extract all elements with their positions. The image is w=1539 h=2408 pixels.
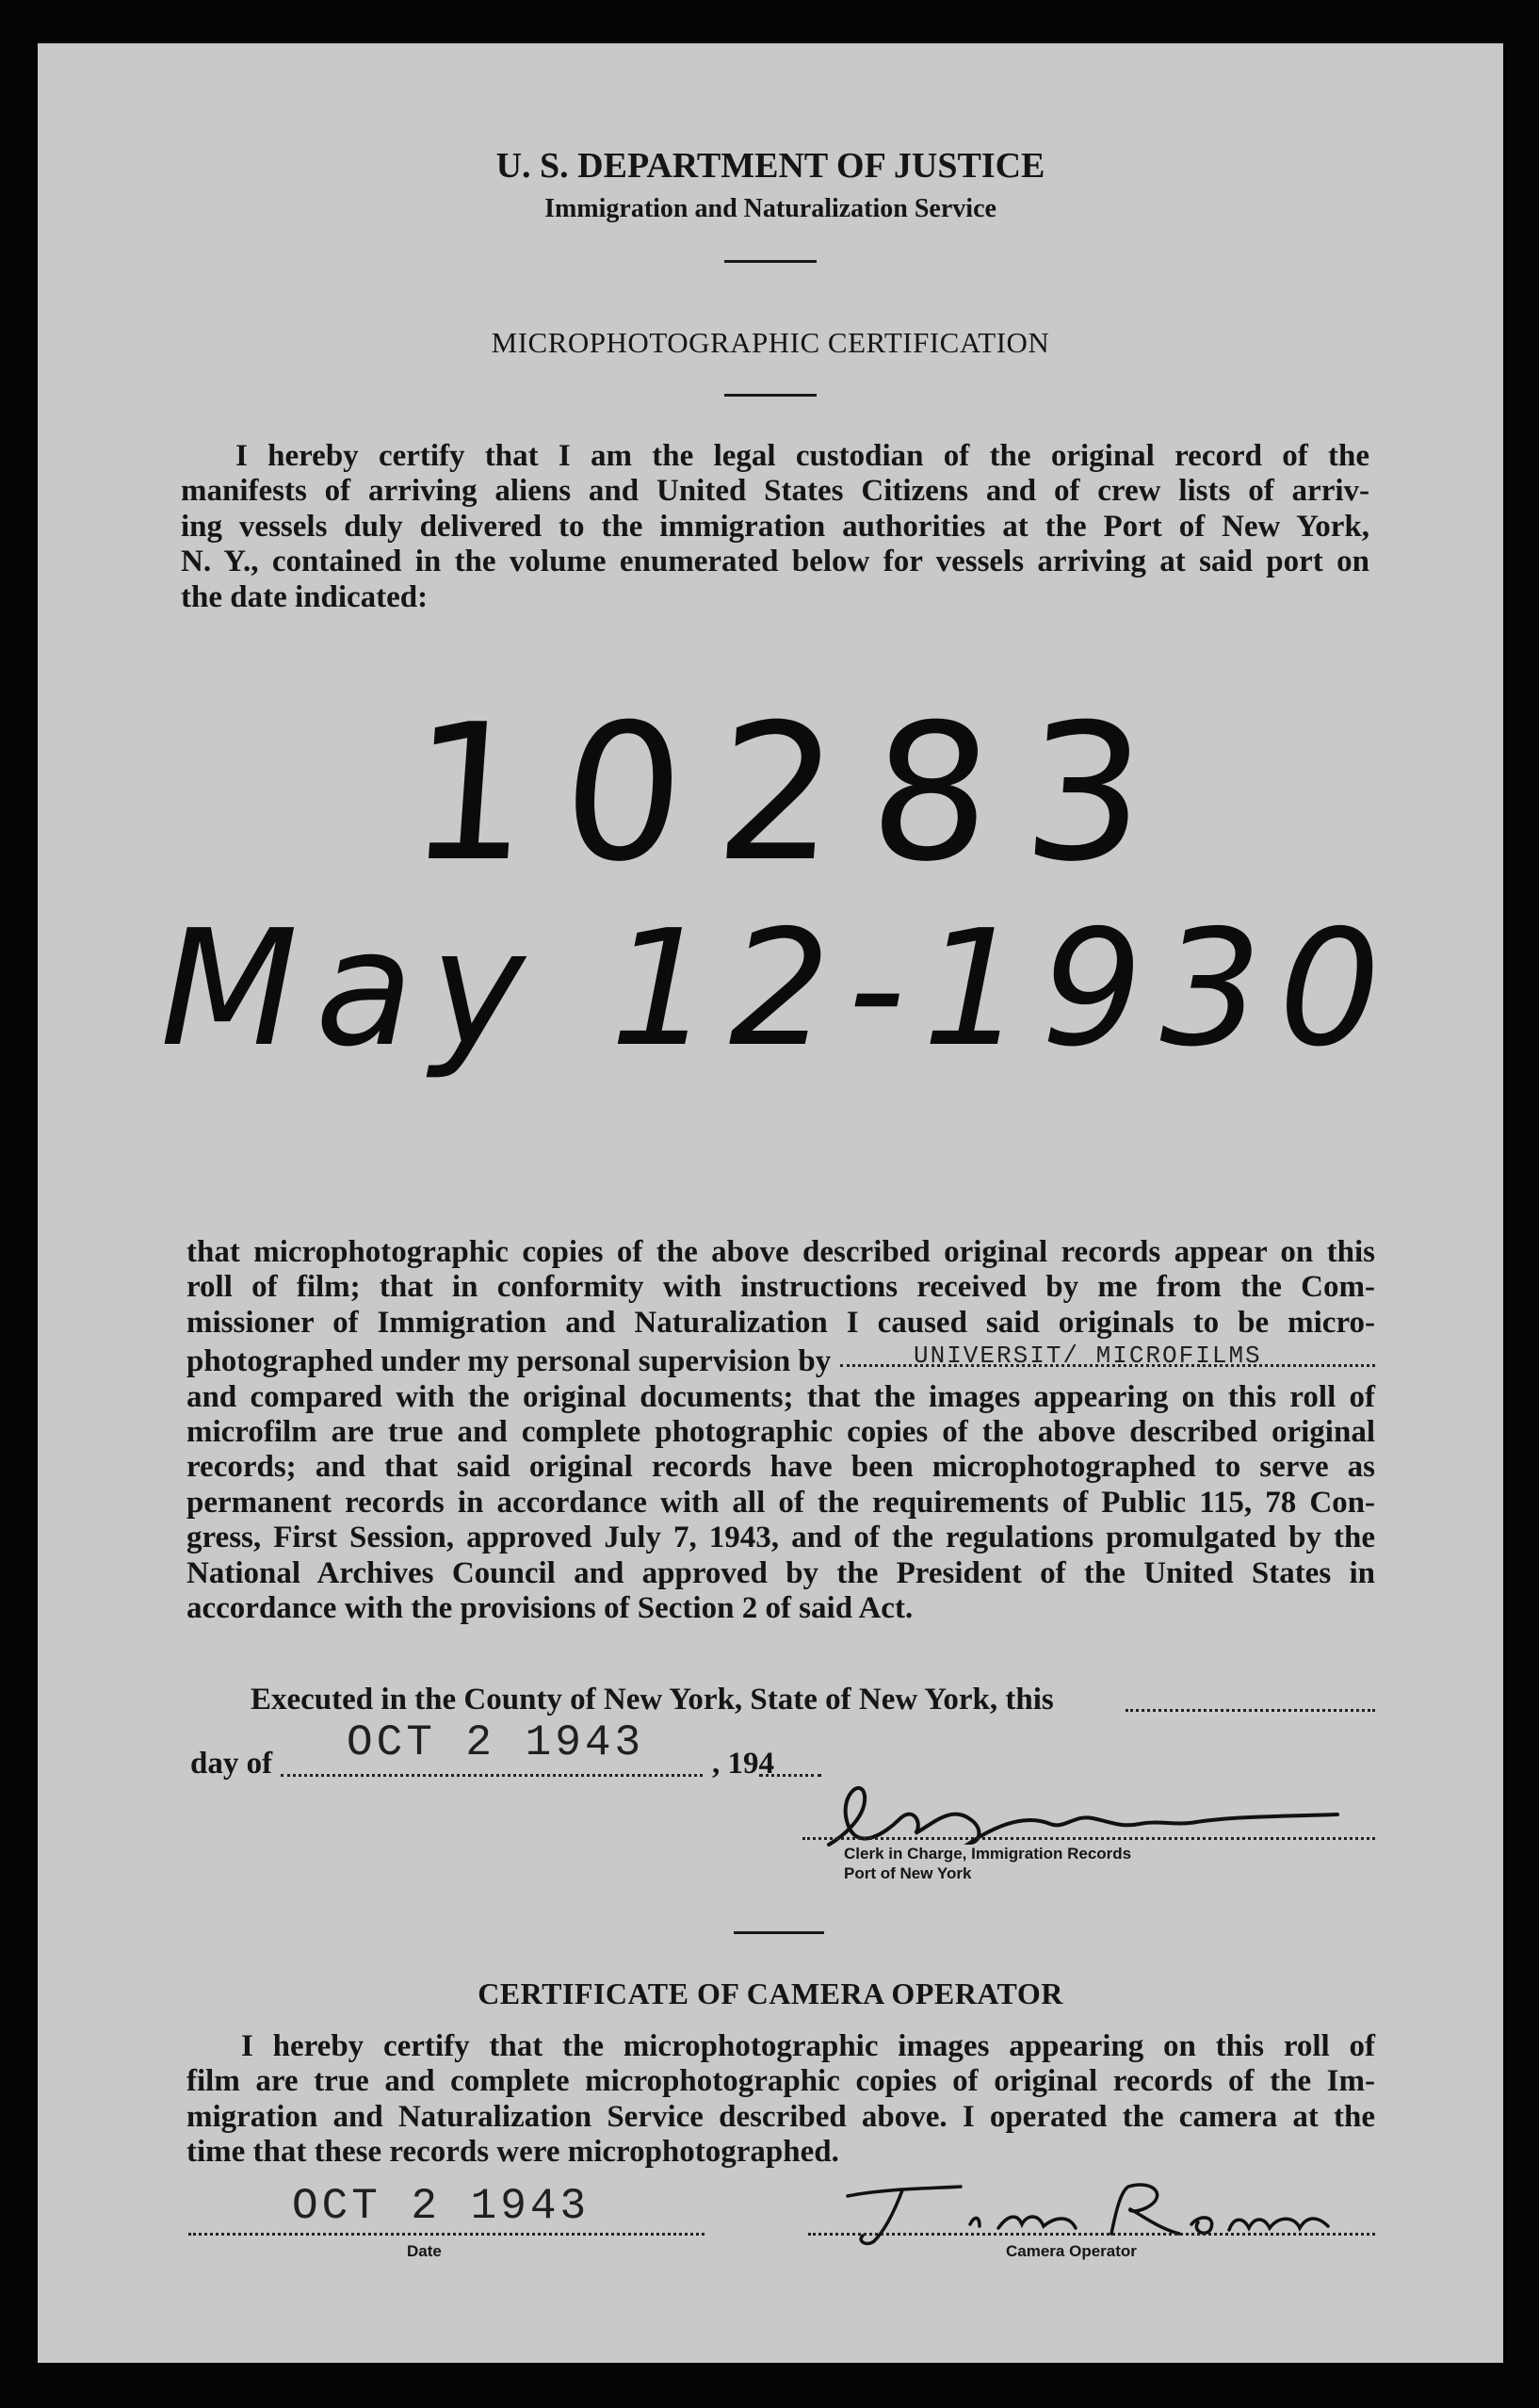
text-line: gress, First Session, approved July 7, 1943, and of the regulations promulgated by the xyxy=(186,1521,1375,1555)
executed-line: Executed in the County of New York, State of New York, this xyxy=(251,1683,1054,1717)
text-line: microfilm are true and complete photographic copies of the above described original xyxy=(186,1415,1375,1450)
executed-dotted-line xyxy=(1126,1709,1375,1712)
divider xyxy=(734,1931,824,1934)
camera-operator-label: Camera Operator xyxy=(1006,2242,1137,2260)
date-label: Date xyxy=(407,2242,442,2260)
date-dotted-line xyxy=(188,2233,705,2236)
divider xyxy=(724,394,817,397)
text-line: time that these records were microphotographed. xyxy=(186,2135,839,2170)
day-of-label: day of xyxy=(190,1747,273,1781)
text-line: that microphotographic copies of the above described original records appear on this xyxy=(186,1235,1375,1269)
clerk-title: Clerk in Charge, Immigration Records xyxy=(844,1845,1132,1863)
year-prefix: , 194 xyxy=(712,1747,774,1781)
text-line: roll of film; that in conformity with instructions received by me from the Com- xyxy=(186,1270,1375,1305)
text-line: manifests of arriving aliens and United States Citizens and of crew lists of arriv- xyxy=(181,474,1369,509)
text-line: I hereby certify that I am the legal custodian of the original record of the xyxy=(235,439,1369,473)
text-line: migration and Naturalization Service described above. I operated the camera at the xyxy=(186,2099,1375,2134)
certification-body xyxy=(186,1235,1375,1626)
text-line: permanent records in accordance with all of the requirements of Public 115, 78 Con- xyxy=(186,1485,1375,1520)
text-line: the date indicated: xyxy=(181,579,429,614)
text-line: National Archives Council and approved by the President of the United States in xyxy=(186,1555,1375,1590)
text-line: N. Y., contained in the volume enumerated below for vessels arriving at said port on xyxy=(181,545,1369,579)
certificate-page xyxy=(38,43,1503,2363)
operator-signature-line xyxy=(808,2233,1375,2236)
day-dotted-line xyxy=(281,1774,703,1777)
text-line: I hereby certify that the microphotographic images appearing on this roll of xyxy=(241,2029,1375,2063)
text-line: photographed under my personal supervision by xyxy=(186,1344,832,1379)
clerk-port: Port of New York xyxy=(844,1864,972,1882)
intro-paragraph xyxy=(181,439,1369,615)
camera-certificate-heading: CERTIFICATE OF CAMERA OPERATOR xyxy=(478,1977,1063,2010)
certification-title: MICROPHOTOGRAPHIC CERTIFICATION xyxy=(491,326,1050,359)
text-line: missioner of Immigration and Naturalization I caused said originals to be micro- xyxy=(186,1305,1375,1340)
camera-operator-signature xyxy=(829,2168,1356,2253)
divider xyxy=(724,260,817,263)
handwritten-volume-number: 10283 xyxy=(401,684,1187,903)
text-line: film are true and complete microphotographic copies of original records of the Im- xyxy=(186,2064,1375,2099)
camera-certificate-body xyxy=(186,2029,1375,2171)
agency-heading: U. S. DEPARTMENT OF JUSTICE xyxy=(495,146,1045,186)
typed-company-name: UNIVERSIT/ MICROFILMS xyxy=(914,1342,1262,1370)
executed-date-stamp: OCT 2 1943 xyxy=(347,1718,645,1767)
camera-date-stamp: OCT 2 1943 xyxy=(292,2182,591,2231)
text-line: and compared with the original documents; that the images appearing on this roll of xyxy=(186,1379,1375,1414)
text-line: accordance with the provisions of Section 2 of said Act. xyxy=(186,1591,914,1626)
text-line: records; and that said original records have been microphotographed to serve as xyxy=(186,1450,1375,1485)
clerk-signature-line xyxy=(802,1837,1375,1840)
year-prefix-text: 194 xyxy=(727,1747,774,1781)
handwritten-date: May 12-1930 xyxy=(160,896,1398,1082)
text-line: ing vessels duly delivered to the immigration authorities at the Port of New York, xyxy=(181,509,1369,544)
service-subheading: Immigration and Naturalization Service xyxy=(544,194,996,223)
